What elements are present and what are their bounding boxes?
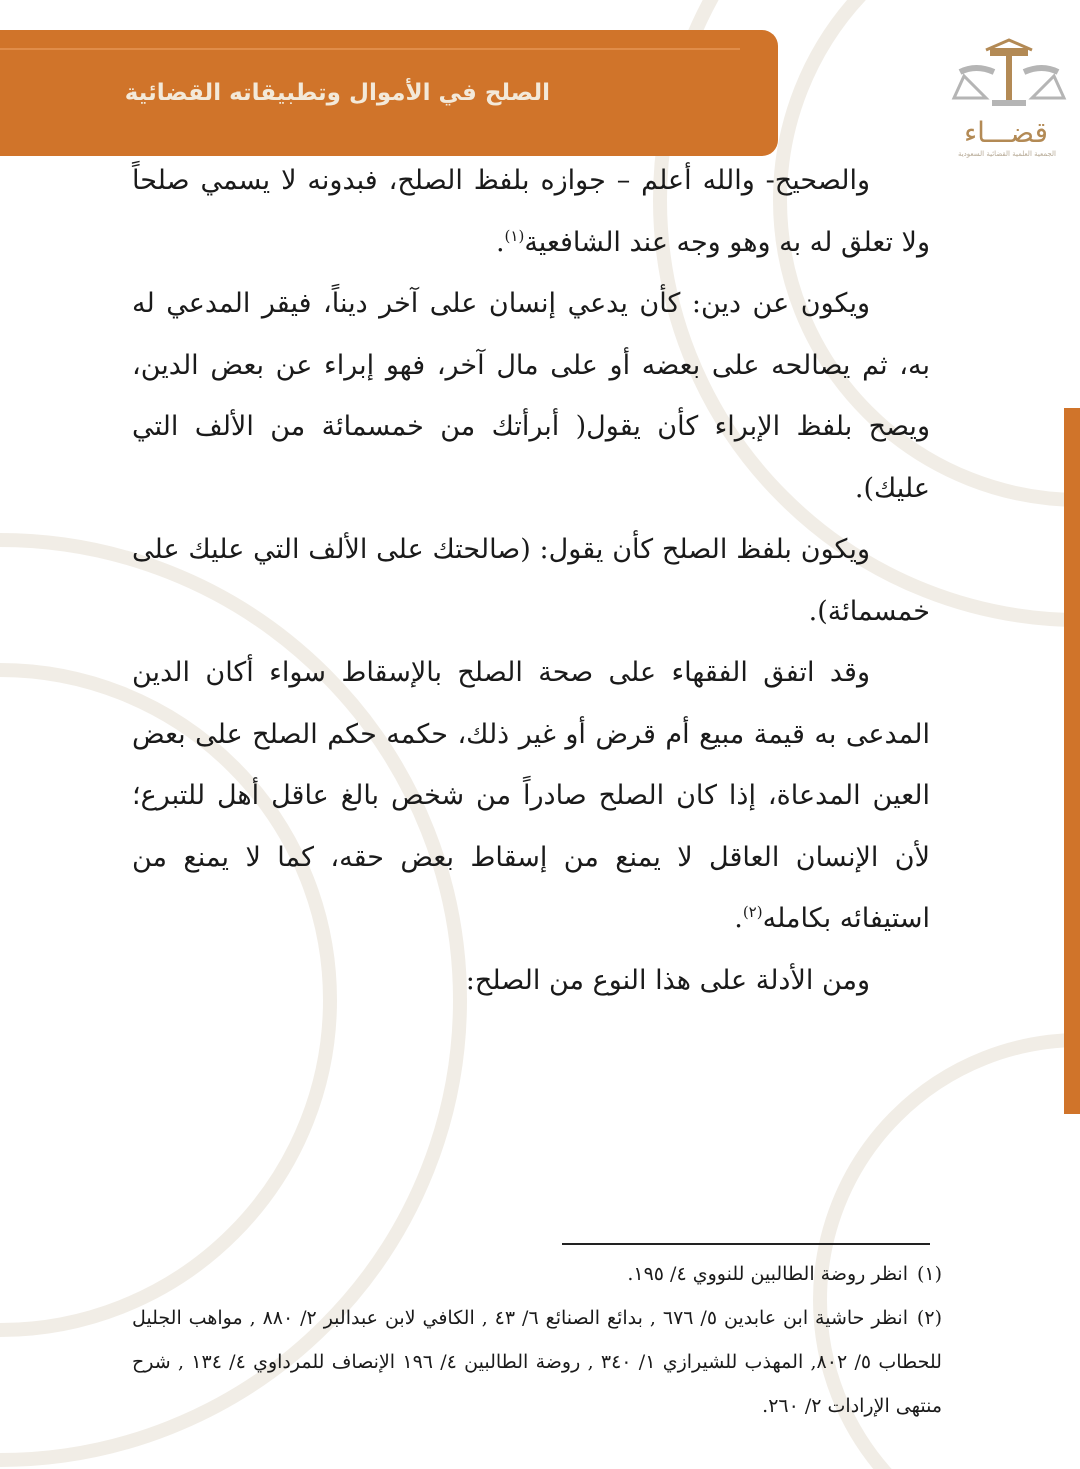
footnote-ref-2[interactable]: (٢): [742, 903, 763, 921]
footnote-ref-1[interactable]: (١): [504, 226, 525, 245]
footnote-1: (١)انظر روضة الطالبين للنووي ٤/ ١٩٥.: [132, 1252, 942, 1296]
footnotes: [132, 1252, 942, 1428]
footnote-divider: [562, 1243, 930, 1245]
footnote-number: (٢): [916, 1307, 942, 1329]
paragraph-3: ويكون بلفظ الصلح كأن يقول: (صالحتك على الألف التي عليك على خمسمائة).: [132, 534, 930, 627]
side-accent-stripe: [1064, 408, 1080, 1114]
paragraph-1: والصحيح- والله أعلم – جوازه بلفظ الصلح، فبدونه لا يسمي صلحاً ولا تعلق له به وهو وجه عند الشافعية$^{(١)}$.: [132, 165, 930, 258]
footnote-number: (١): [916, 1263, 942, 1285]
paragraph-2: ويكون عن دين: كأن يدعي إنسان على آخر ديناً، فيقر المدعي له به، ثم يصالحه على بعضه أو على مال آخر، فهو إبراء عن بعض الدين، ويصح بلفظ الإبراء كأن يقول( أبرأتك من خمسمائة من الألف التي عليك).: [132, 288, 930, 504]
running-header-title: الصلح في الأموال وتطبيقاته القضائية: [124, 80, 550, 106]
main-text: [132, 150, 930, 1011]
paragraph-4: وقد اتفق الفقهاء على صحة الصلح بالإسقاط سواء أكان الدين المدعى به قيمة مبيع أم قرض أو غير ذلك، حكمه حكم الصلح على بعض العين المدعاة، إذا كان الصلح صادراً من شخص بالغ عاقل أهل للتبرع؛ لأن الإنسان العاقل لا يمنع من إسقاط بعض حقه، كما لا يمنع من استيفائه بكامله$^{(٢)}$.: [132, 657, 930, 934]
paragraph-5: ومن الأدلة على هذا النوع من الصلح:: [465, 964, 870, 996]
header-ornament: [0, 46, 778, 52]
logo-subtitle: الجمعية العلمية القضائية السعودية: [957, 150, 1056, 158]
logo-wordmark: قضـــاء: [964, 116, 1048, 149]
footnote-2: (٢)انظر حاشية ابن عابدين ٥/ ٦٧٦ , بدائع الصنائع ٦/ ٤٣ , الكافي لابن عبدالبر ٢/ ٨٨٠ , مواهب الجليل للحطاب ٥/ ٨٠٢, المهذب للشيرازي ١/ ٣٤٠ , روضة الطالبين ٤/ ١٩٦ الإنصاف للمرداوي ٤/ ١٣٤ , شرح منتهى الإرادات ٢/ ٢٦٠.: [132, 1296, 942, 1428]
